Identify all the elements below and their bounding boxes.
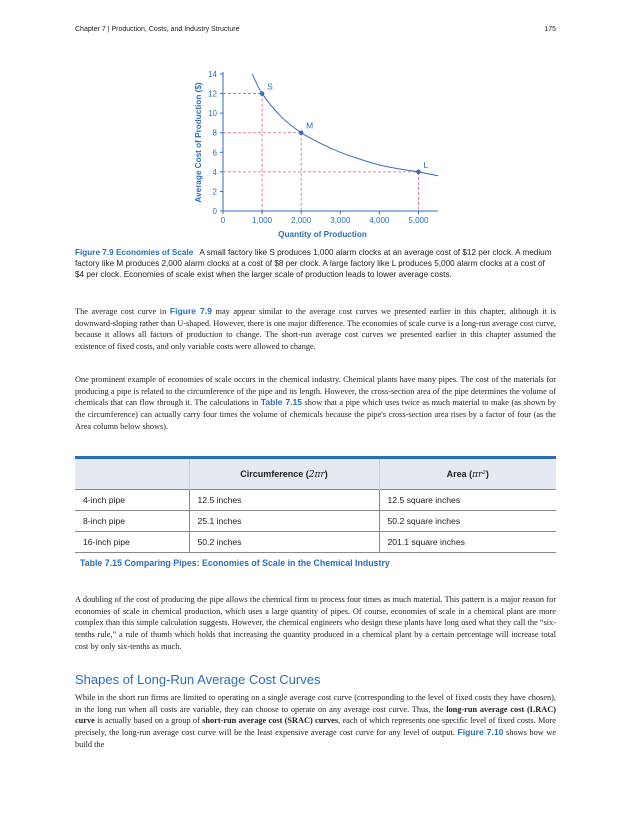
header-area-close: ) (485, 468, 489, 479)
paragraph-2 (75, 374, 556, 433)
header-pipe (75, 458, 189, 490)
y-axis-label: Average Cost of Production ($) (194, 82, 203, 203)
x-tick-label: 1,000 (252, 216, 273, 225)
cell-area: 50.2 square inches (379, 511, 556, 532)
y-tick-label: 10 (208, 109, 217, 119)
figure-7-10-link[interactable]: Figure 7.10 (457, 727, 504, 738)
table-row (75, 532, 556, 553)
paragraph-1-text-a: The average cost curve in (75, 307, 170, 316)
paragraph-4-text-b: is actually based on a group of (94, 716, 203, 726)
x-axis-label: Quantity of Production (278, 230, 367, 239)
pipes-table (75, 456, 556, 553)
lrac-term: long-run average cost (LRAC) curve (75, 704, 556, 726)
srac-term: short-run average cost (SRAC) curves (202, 716, 339, 726)
table-row (75, 490, 556, 511)
table-header-row (75, 458, 556, 490)
economies-of-scale-chart (190, 64, 450, 244)
point-m (299, 130, 304, 135)
y-tick-label: 14 (208, 70, 217, 79)
page-number: 175 (544, 26, 556, 33)
y-tick-label: 12 (208, 89, 217, 99)
point-label-s: S (267, 81, 273, 92)
cell-pipe: 8-inch pipe (75, 511, 189, 532)
lrac-curve (252, 74, 438, 176)
cell-area: 12.5 square inches (379, 490, 556, 511)
figure-7-9-link[interactable]: Figure 7.9 (169, 306, 212, 316)
point-s (260, 91, 265, 96)
section-heading: Shapes of Long-Run Average Cost Curves (75, 672, 321, 687)
x-tick-label: 4,000 (369, 216, 390, 225)
paragraph-1-text-b: may appear similar to the average cost curves we presented earlier in this chapter, although it is downward-sloping rather than U-shaped. However, there is one major difference. The economies of scale curve is a long-run average cost curve, because it allows all factors of production to change. The short-run average cost curves we presented earlier in this chapter assumed the existence of fixed costs, and only variable costs were allowed to change. (75, 307, 557, 352)
table-row (75, 511, 556, 532)
x-tick-label: 5,000 (408, 216, 429, 225)
point-l (416, 170, 421, 175)
figure-label: Figure 7.9 Economies of Scale (75, 248, 194, 257)
x-tick-label: 3,000 (330, 216, 351, 225)
paragraph-2-text-a: One prominent example of economies of scale occurs in the chemical industry. Chemical plants have many pipes. The cost of the materials for producing a pipe is related to the circumference of the pipe and its length. However, the cross-section area of the pipe determines the volume of chemicals that can flow through it. The calculations in (75, 375, 556, 408)
paragraph-4 (75, 692, 556, 751)
chapter-title: Chapter 7 | Production, Costs, and Industry Structure (75, 26, 240, 33)
cell-area: 201.1 square inches (379, 532, 556, 553)
paragraph-4-text-a: While in the short run firms are limited to operating on a single average cost curve (corresponding to the level of fixed costs they have chosen), in the long run when all costs are variable, they can choose to operate on any average cost curve. Thus, the (75, 693, 556, 714)
cell-circumference: 50.2 inches (189, 532, 379, 553)
point-label-l: L (423, 159, 429, 170)
x-tick-label: 2,000 (291, 216, 312, 225)
header-circumference-text: Circumference ( (240, 468, 309, 479)
x-tick-label: 0 (220, 216, 226, 225)
cell-circumference: 25.1 inches (189, 511, 379, 532)
paragraph-4-text-d: shows how we build the (75, 728, 557, 749)
y-tick-label: 0 (212, 207, 217, 216)
figure-caption-text: A small factory like S produces 1,000 alarm clocks at an average cost of $12 per clock. A medium factory like M produces 2,000 alarm clocks at a cost of $8 per clock. A large factory like L produces 5,000 alarm clocks at a cost of $4 per clock. Economies of scale exist when the larger scale of production leads to lower average costs. (75, 248, 552, 280)
table-caption: Table 7.15 Comparing Pipes: Economies of Scale in the Chemical Industry (80, 558, 390, 568)
header-area-text: Area ( (446, 468, 473, 479)
y-tick-label: 6 (212, 148, 217, 158)
chart-svg (190, 64, 450, 244)
header-circumference-formula: 2πr (308, 469, 325, 480)
cell-pipe: 4-inch pipe (75, 490, 189, 511)
paragraph-2-text-b: show that a pipe which uses twice as much material to make (as shown by the circumference) can actually carry four times the volume of chemicals because the pipe's cross-section area rises by a factor of four (as the Area column below shows). (75, 398, 557, 431)
cell-circumference: 12.5 inches (189, 490, 379, 511)
y-tick-label: 4 (212, 167, 217, 177)
paragraph-3: A doubling of the cost of producing the pipe allows the chemical firm to process four times as much material. This pattern is a major reason for economies of scale in chemical production, which uses a large quantity of pipes. Of course, economies of scale in a chemical plant are more complex than this simple calculation suggests. However, the chemical engineers who design these plants have long used what they call the “six-tenths rule,” a rule of thumb which holds that increasing the quantity produced in a chemical plant by a certain percentage will increase total cost by only six-tenths as much. (75, 595, 556, 651)
table-7-15-link[interactable]: Table 7.15 (260, 397, 303, 408)
page-header (75, 26, 556, 33)
y-tick-label: 2 (212, 187, 217, 197)
header-area (379, 458, 556, 490)
point-label-m: M (306, 120, 314, 131)
y-tick-label: 8 (212, 128, 217, 138)
paragraph-4-text-c: , each of which represents one specific level of fixed costs. More precisely, the long-run average cost curve will be the least expensive average cost curve for any level of output. (75, 716, 556, 738)
header-circumference-close: ) (324, 468, 328, 479)
cell-pipe: 16-inch pipe (75, 532, 189, 553)
figure-caption (75, 247, 555, 281)
paragraph-1 (75, 306, 556, 353)
header-area-formula: πr² (472, 469, 486, 480)
header-circumference (189, 458, 379, 490)
